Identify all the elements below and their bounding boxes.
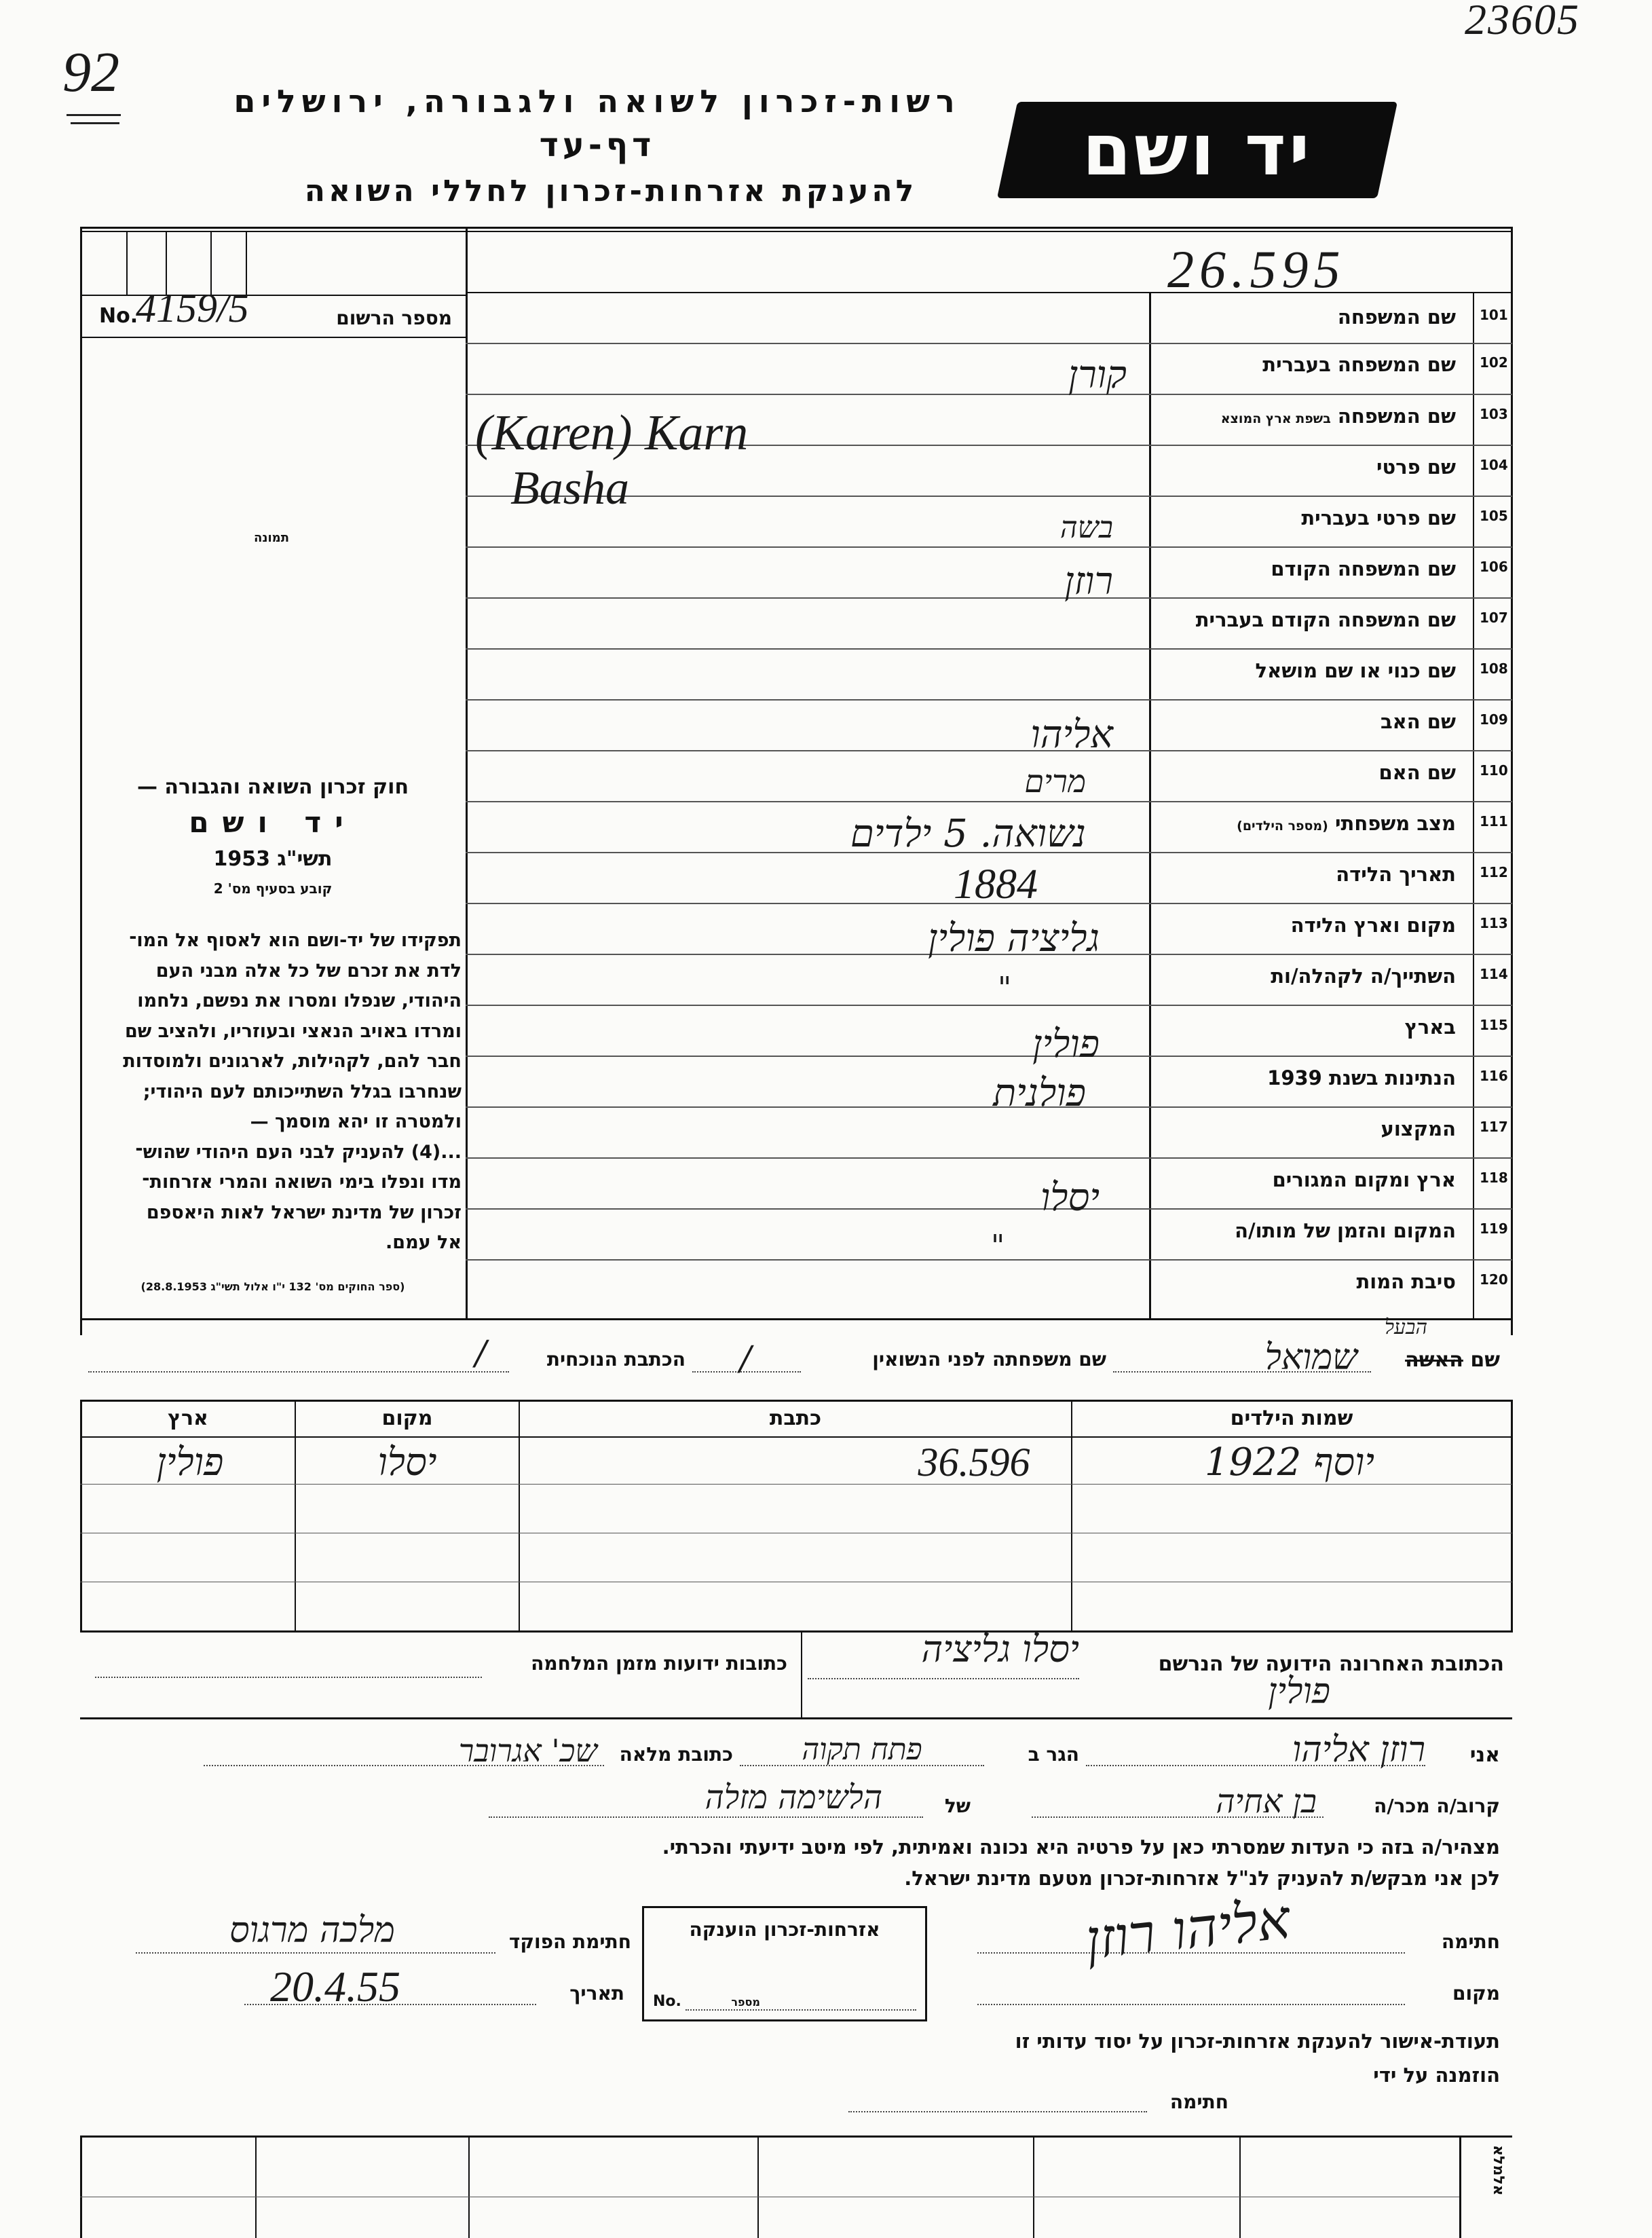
field-number: 118 (1480, 1170, 1508, 1186)
field-label-text: שם המשפחה (1337, 405, 1456, 428)
field-value: פולנית (993, 1071, 1086, 1115)
field-number: 112 (1480, 864, 1508, 880)
field-value: (Karen) Karn (475, 405, 749, 461)
relation-value: בן אחיה (1216, 1783, 1317, 1821)
wartime-address-label: כתובות ידועות מזמן המלחמה (531, 1652, 787, 1675)
date-label: תאריך (569, 1982, 624, 2004)
archive-number: 23605 (1465, 0, 1580, 43)
authority-title: רשות-זכרון לשואה ולגבורה, ירושלים (233, 83, 961, 119)
field-number: 109 (1480, 711, 1508, 728)
field-value: גליציה פולין (928, 916, 1100, 961)
last-address-value-2: פולין (1268, 1671, 1330, 1712)
field-number: 101 (1480, 307, 1508, 323)
field-number: 115 (1480, 1017, 1508, 1033)
field-value: 1884 (954, 861, 1038, 908)
children-header: שמות הילדים (1230, 1406, 1353, 1430)
field-label: שם פרטי (1376, 455, 1456, 479)
bottom-side-text: אלמלא (1490, 2145, 1507, 2196)
law-line: ומרדו באויב הנאצי ובעוזריו, ולהציב שם (124, 1020, 462, 1042)
field-label: שם המשפחה הקודם בעברית (1195, 608, 1456, 631)
field-label-text: מצב משפחתי (1334, 812, 1456, 835)
children-cell: פולין (156, 1440, 224, 1485)
law-line: חבר להם, לקהילות, לארגונים ולמוסדות (123, 1051, 462, 1072)
field-label: שם המשפחה בעברית (1262, 353, 1456, 376)
declarant-name: רוזן אליהו (1292, 1730, 1425, 1770)
declarant-city: פתח תקוה (802, 1732, 922, 1767)
law-line: מדו ונפלו בימי השואה והמרי אזרחות־ (142, 1172, 462, 1193)
registration-number: 4159/5 (136, 286, 249, 331)
of-value: הלשימה מזלה (705, 1778, 882, 1816)
citizenship-box-no: No. (653, 1993, 681, 2010)
field-label: שם כנוי או שם מושאל (1255, 659, 1456, 682)
field-value: " (998, 971, 1012, 1005)
declarant-i-label: אני (1469, 1743, 1500, 1767)
children-header: ארץ (168, 1406, 208, 1430)
field-number: 108 (1480, 660, 1508, 677)
spouse-label-prefix: שם (1470, 1348, 1500, 1372)
declaration-line-2: לכן אני מבקש/ת להעניק לנ"ל אזרחות-זכרון מטעם מדינת ישראל. (904, 1867, 1500, 1890)
field-number: 111 (1480, 813, 1508, 829)
law-line: זכרון של מדינת ישראל לאות היאספם (146, 1201, 462, 1223)
certificate-signature-label: חתימה (1169, 2091, 1228, 2113)
place-label: מקום (1452, 1982, 1500, 2004)
field-number: 110 (1480, 762, 1508, 779)
last-address-value: יסלו גליציה (921, 1628, 1079, 1671)
law-line: ולמטרה זו יהא מוסמך — (250, 1111, 462, 1132)
spouse-label-insert: הבעל (1385, 1316, 1428, 1339)
children-cell: יוסף 1922 (1204, 1440, 1375, 1485)
field-number: 104 (1480, 457, 1508, 473)
field-label: בארץ (1404, 1015, 1456, 1039)
field-value: אליהו (1030, 713, 1113, 757)
law-footnote: (ספר החוקים מס' 132 י"ו אלול תשי"ג 28.8.1953) (140, 1280, 405, 1293)
signature-label: חתימה (1441, 1931, 1500, 1953)
form-title: דף-עד (539, 126, 656, 164)
registration-no-prefix: No. (99, 304, 138, 328)
of-label: של (944, 1795, 971, 1817)
field-label: שם המשפחה הקודם (1271, 557, 1456, 580)
date-value: 20.4.55 (270, 1962, 400, 2011)
maiden-label: שם משפחתה לפני הנשואין (872, 1348, 1106, 1370)
field-number: 117 (1480, 1119, 1508, 1135)
last-address-label: הכתובת האחרונה הידועה של הנרשם (1158, 1652, 1504, 1676)
signature-value: אליהו רוזן (1083, 1887, 1293, 1972)
children-cell: יסלו (377, 1440, 437, 1485)
field-label: שם האם (1378, 761, 1456, 784)
field-number: 107 (1480, 610, 1508, 626)
field-label: השתייך/ה לקהלה/ות (1271, 965, 1456, 988)
field-value: רוזן (1064, 559, 1113, 603)
spouse-value: שמואל (1264, 1337, 1357, 1378)
field-value: פולין (1032, 1022, 1100, 1066)
declarant-full-address: שכ' אגרובר (458, 1732, 597, 1769)
law-title: חוק זכרון השואה והגבורה — (136, 775, 409, 799)
law-clause: קובע בסעיף מס' 2 (213, 880, 333, 897)
field-value: יסלו (1040, 1176, 1100, 1220)
children-header: מקום (381, 1406, 433, 1430)
law-line: שנחרבו בגלל השתייכותם לעם היהודי; (143, 1081, 462, 1102)
official-value: מלכה מרגוס (229, 1910, 395, 1951)
field-label: שם המשפחה (1337, 305, 1456, 329)
field-value: Basha (510, 462, 629, 515)
citizenship-box-title: אזרחות-זכרון הוענקה (689, 1918, 880, 1941)
declarant-lives-label: הגר ב (1028, 1743, 1079, 1766)
law-year: תשי"ג 1953 (213, 847, 333, 871)
address-value: / (475, 1333, 487, 1373)
field-label-note: (מספר הילדים) (1237, 819, 1328, 834)
declarant-full-address-label: כתובת מלאה (619, 1743, 733, 1766)
address-label: הכתבת הנוכחית (546, 1348, 686, 1370)
relative-label: קרוב/ה מכר/ה (1374, 1795, 1500, 1817)
field-number: 120 (1480, 1271, 1508, 1288)
field-label: המקצוע (1381, 1117, 1456, 1140)
field-label: ארץ ומקום המגורים (1272, 1168, 1456, 1191)
field-label: המקום והזמן של מותו/ה (1235, 1219, 1456, 1242)
law-name: יד ושם (189, 806, 357, 839)
field-number: 116 (1480, 1068, 1508, 1084)
registration-label: מספר הרשום (336, 307, 452, 329)
page-number: 92 (62, 41, 119, 104)
citizenship-box-number-label: מספר (731, 1996, 760, 2009)
field-label (1154, 812, 1456, 835)
spouse-label-struck: האשה (1405, 1348, 1463, 1372)
law-line: ...(4) להעניק לבני העם היהודי שהוש־ (135, 1141, 462, 1163)
children-cell: 36.596 (918, 1440, 1030, 1485)
field-number: 113 (1480, 915, 1508, 931)
law-line: אל עמם. (386, 1232, 462, 1253)
page-number-underline (67, 114, 121, 116)
spouse-label (1378, 1348, 1500, 1372)
declaration-line-1: מצהיר/ה בזה כי העדות שמסרתי כאן על פרטיה היא נכונה ואמיתית, לפי מיטב ידיעתי והכרתי. (662, 1835, 1500, 1859)
yad-vashem-logo-text: יד ושם (1082, 109, 1313, 191)
field-value: " (991, 1229, 1005, 1263)
field-value: בשה (1059, 510, 1113, 545)
top-number: 26.595 (1167, 240, 1346, 299)
field-value: נשואה. 5 ילדים (850, 812, 1086, 856)
law-line: תפקידו של יד-ושם הוא לאסוף אל המו־ (129, 930, 462, 951)
field-number: 119 (1480, 1220, 1508, 1237)
field-label: שם האב (1380, 710, 1456, 733)
official-stamp-label: חתימת הפוקד (508, 1931, 631, 1953)
field-number: 105 (1480, 508, 1508, 524)
field-number: 114 (1480, 966, 1508, 982)
field-value: קורן (1068, 353, 1127, 397)
field-label: שם פרטי בעברית (1301, 506, 1456, 529)
photo-label: תמונה (253, 531, 290, 545)
law-block (86, 775, 460, 897)
field-label: סיבת המות (1356, 1270, 1456, 1293)
law-line: היהודי, שנפלו ומסרו את נפשם, נלחמו (137, 990, 462, 1011)
children-header: כתבת (769, 1406, 822, 1430)
field-label: מקום וארץ הלידה (1290, 914, 1456, 937)
field-number: 103 (1480, 406, 1508, 422)
field-label-note: בשפת ארץ המוצא (1220, 411, 1331, 426)
field-number: 102 (1480, 354, 1508, 371)
field-label: תאריך הלידה (1336, 863, 1456, 886)
law-line: לדת את זכרם של כל אלה מבני העם (155, 960, 462, 982)
certificate-line-2: הוזמנה על ידי (1373, 2064, 1500, 2087)
maiden-value: / (740, 1339, 751, 1378)
certificate-line-1: תעודת-אישור להענקת אזרחות-זכרון על יסוד עדותי זו (1015, 2030, 1500, 2053)
page-number-underline-2 (71, 122, 119, 124)
form-subtitle: להענקת אזרחות-זכרון לחללי השואה (304, 174, 918, 208)
field-label (1154, 405, 1456, 428)
field-number: 106 (1480, 559, 1508, 575)
law-text (84, 926, 462, 1258)
field-label: הנתינות בשנת 1939 (1267, 1066, 1456, 1089)
field-value: מרים (1024, 763, 1086, 800)
